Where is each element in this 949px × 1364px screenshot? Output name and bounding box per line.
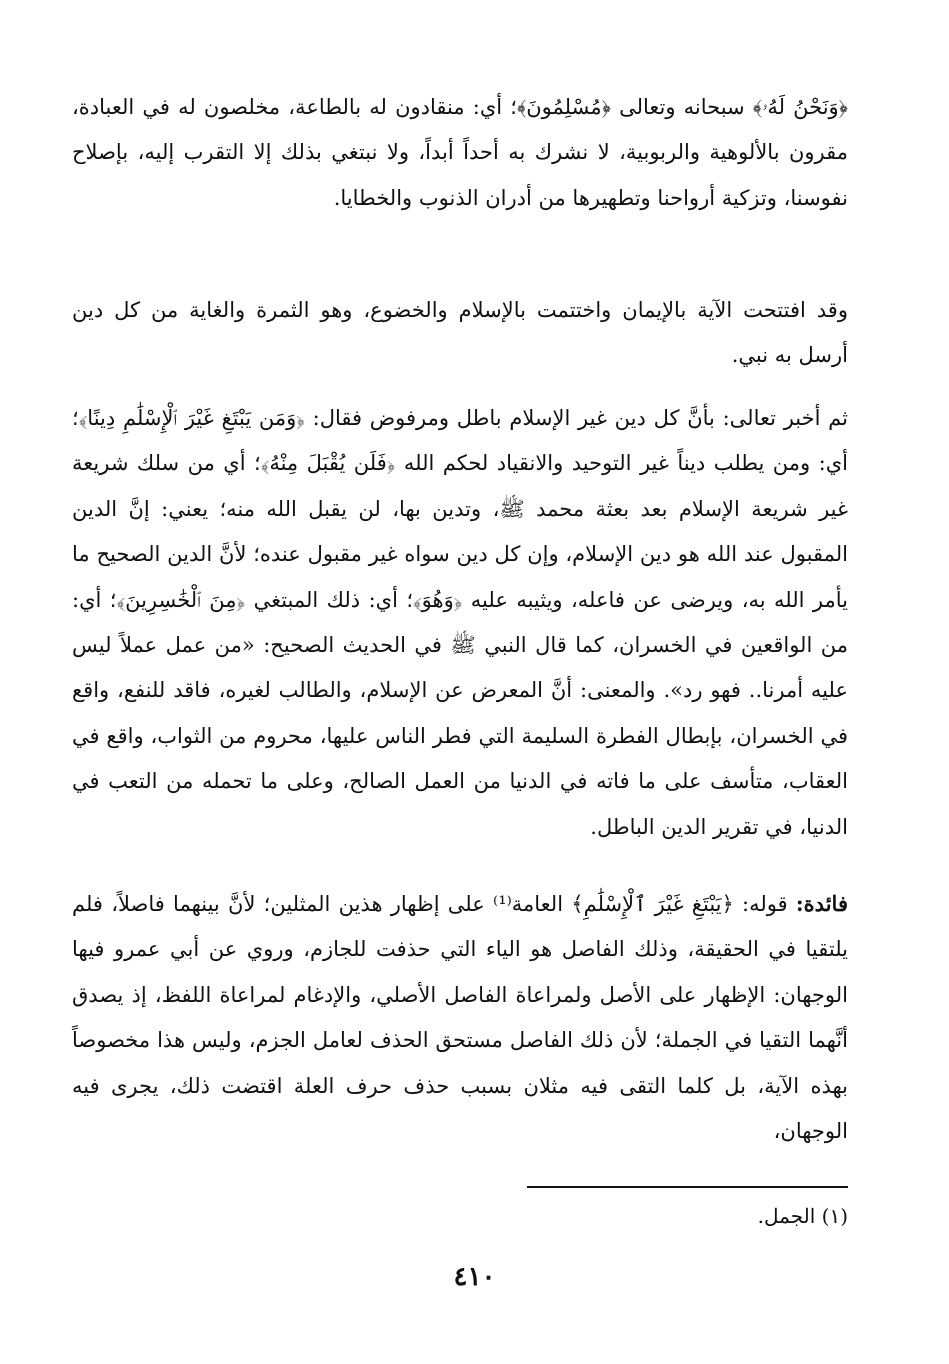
paragraph-verse-opening-closing: [72, 288, 848, 379]
paragraph-text: وقد افتتحت الآية بالإيمان واختتمت بالإسلام والخضوع، وهو الثمرة والغاية من كل دين أرسل به نبي.: [72, 298, 848, 368]
paragraph-text: ﴿وَنَحْنُ لَهُۥ﴾ سبحانه وتعالى ﴿مُسْلِمُونَ﴾؛ أي: منقادون له بالطاعة، مخلصون له في العبادة، مقرون بالألوهية والربوبية، لا نشرك به أحداً أبداً، ولا نبتغي بذلك إلا التقرب إليه، بإصلاح نفوسنا، وتزكية أرواحنا وتطهيرها من أدران الذنوب والخطايا.: [72, 95, 848, 210]
paragraph-benefit-note: [72, 881, 848, 1154]
paragraph-tafsir-muslimun: [72, 85, 848, 221]
benefit-text: قوله: ﴿يَبْتَغِ غَيْرَ ٱلْإِسْلَٰمِ﴾ العامة⁽¹⁾ على إظهار هذين المثلين؛ لأنَّ بينهما فاصلاً، فلم يلتقيا في الحقيقة، وذلك الفاصل هو الياء التي حذفت للجازم، وروي عن أبي عمرو فيها الوجهان: الإظهار على الأصل ولمراعاة الفاصل الأصلي، والإدغام لمراعاة اللفظ، إذ يصدق أنَّهما التقيا في الجملة؛ لأن ذلك الفاصل مستحق الحذف لعامل الجزم، وليس هذا مخصوصاً بهذه الآية، بل كلما التقى فيه مثلان بسبب حذف حرف العلة اقتضت ذلك، يجرى فيه الوجهان،: [72, 892, 848, 1144]
footnote-divider: [527, 1186, 848, 1188]
page-number: ٤١٠: [453, 1262, 496, 1292]
paragraph-text: ثم أخبر تعالى: بأنَّ كل دين غير الإسلام باطل ومرفوض فقال: ﴿وَمَن يَبْتَغِ غَيْرَ ٱلْإِسْلَٰمِ دِينًا﴾؛ أي: ومن يطلب ديناً غير التوحيد والانقياد لحكم الله ﴿فَلَن يُقْبَلَ مِنْهُ﴾؛ أي من سلك شريعة غير شريعة الإسلام بعد بعثة محمد ﷺ، وتدين بها، لن يقبل الله منه؛ يعني: إنَّ الدين المقبول عند الله هو دين الإسلام، وإن كل دين سواه غير مقبول عنده؛ لأنَّ الدين الصحيح ما يأمر الله به، ويرضى عن فاعله، ويثيبه عليه ﴿وَهُوَ﴾؛ أي: ذلك المبتغي ﴿مِنَ ٱلْخَٰسِرِينَ﴾؛ أي: من الواقعين في الخسران، كما قال النبي ﷺ في الحديث الصحيح: «من عمل عملاً ليس عليه أمرنا.. فهو رد». والمعنى: أنَّ المعرض عن الإسلام، والطالب لغيره، فاقد للنفع، واقع في الخسران، بإبطال الفطرة السليمة التي فطر الناس عليها، محروم من الثواب، واقع في العقاب، متأسف على ما فاته في الدنيا من العمل الصالح، وعلى ما تحمله من التعب في الدنيا، في تقرير الدين الباطل.: [72, 406, 848, 839]
footnote: (١) الجمل.: [757, 1204, 848, 1228]
benefit-label: فائدة:: [795, 891, 848, 916]
paragraph-other-than-islam: [72, 396, 848, 850]
paragraph-text: [72, 881, 848, 1154]
